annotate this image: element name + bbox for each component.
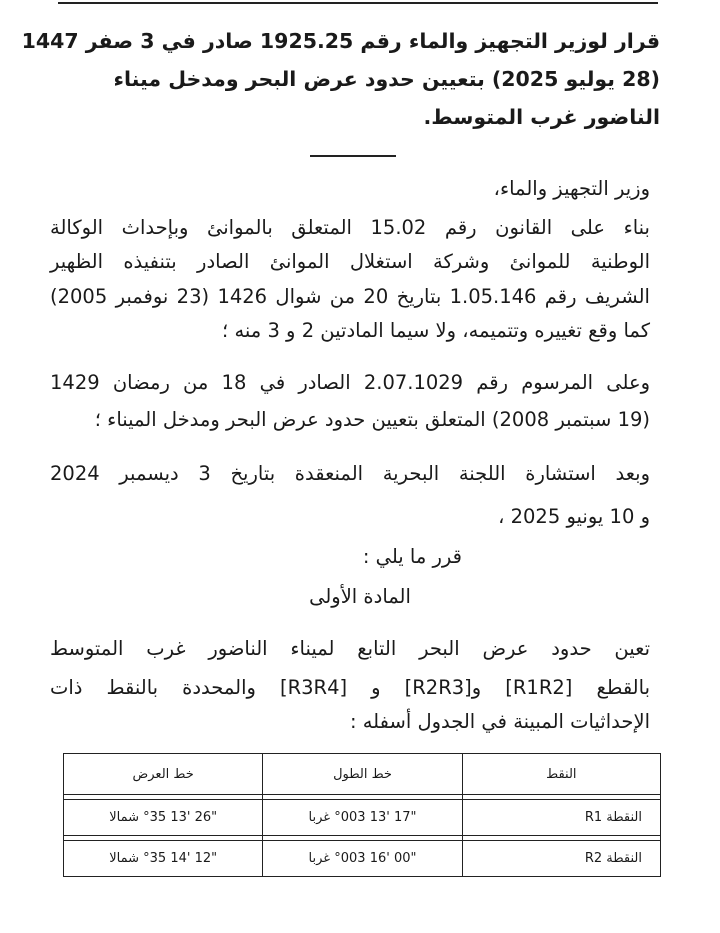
preamble-3-line-2: و 10 يونيو 2025 ، — [498, 505, 650, 528]
preamble-1-line-2: الوطنية للموانئ وشركة استغلال الموانئ الصادر بتنفيذه الظهير — [50, 250, 650, 273]
coordinates-table — [63, 753, 661, 877]
cell-latitude: "12 '14 °35 شمالا — [64, 841, 263, 877]
header-points: النقط — [462, 754, 660, 795]
preamble-1-line-4: كما وقع تغييره وتتميمه، ولا سيما المادتين 2 و 3 منه ؛ — [222, 319, 650, 342]
decree-title — [21, 22, 660, 136]
preamble-2-line-2: (19 سبتمبر 2008) المتعلق بتعيين حدود عرض البحر ومدخل الميناء ؛ — [94, 408, 650, 431]
top-rule — [58, 2, 658, 4]
header-latitude: خط العرض — [64, 754, 263, 795]
header-longitude: خط الطول — [263, 754, 462, 795]
preamble-2-line-1: وعلى المرسوم رقم 2.07.1029 الصادر في 18 من رمضان 1429 — [50, 371, 651, 394]
table-row — [64, 800, 661, 836]
article-1-line-3: الإحداثيات المبينة في الجدول أسفله : — [349, 710, 650, 733]
preamble-1-line-3: الشريف رقم 1.05.146 بتاريخ 20 من شوال 1426 (23 نوفمبر 2005) — [50, 285, 650, 308]
article-1-line-2: بالقطع [R1R2] و[R2R3] و [R3R4] والمحددة بالنقط ذات — [50, 676, 650, 699]
preamble-3-line-1: وبعد استشارة اللجنة البحرية المنعقدة بتاريخ 3 ديسمبر 2024 — [50, 462, 650, 485]
table-header-row — [64, 754, 661, 795]
cell-longitude: "00 '16 °003 غربا — [263, 841, 462, 877]
table-row — [64, 841, 661, 877]
article-1-line-1: تعين حدود عرض البحر التابع لميناء الناضور غرب المتوسط — [50, 637, 650, 660]
title-separator — [310, 155, 396, 157]
cell-point: النقطة R2 — [462, 841, 660, 877]
article-heading: المادة الأولى — [309, 585, 411, 608]
cell-latitude: "26 '13 °35 شمالا — [64, 800, 263, 836]
preamble-1-line-1: بناء على القانون رقم 15.02 المتعلق بالموانئ وبإحداث الوكالة — [50, 216, 650, 239]
cell-point: النقطة R1 — [462, 800, 660, 836]
cell-longitude: "17 '13 °003 غربا — [263, 800, 462, 836]
minister-line: وزير التجهيز والماء، — [493, 177, 650, 200]
decided-line: قرر ما يلي : — [362, 545, 462, 568]
title-line-1: قرار لوزير التجهيز والماء رقم 1925.25 صادر في 3 صفر 1447 — [21, 29, 660, 53]
title-line-2: (28 يوليو 2025) بتعيين حدود عرض البحر ومدخل ميناء — [113, 67, 660, 91]
title-line-3: الناضور غرب المتوسط. — [423, 105, 660, 129]
